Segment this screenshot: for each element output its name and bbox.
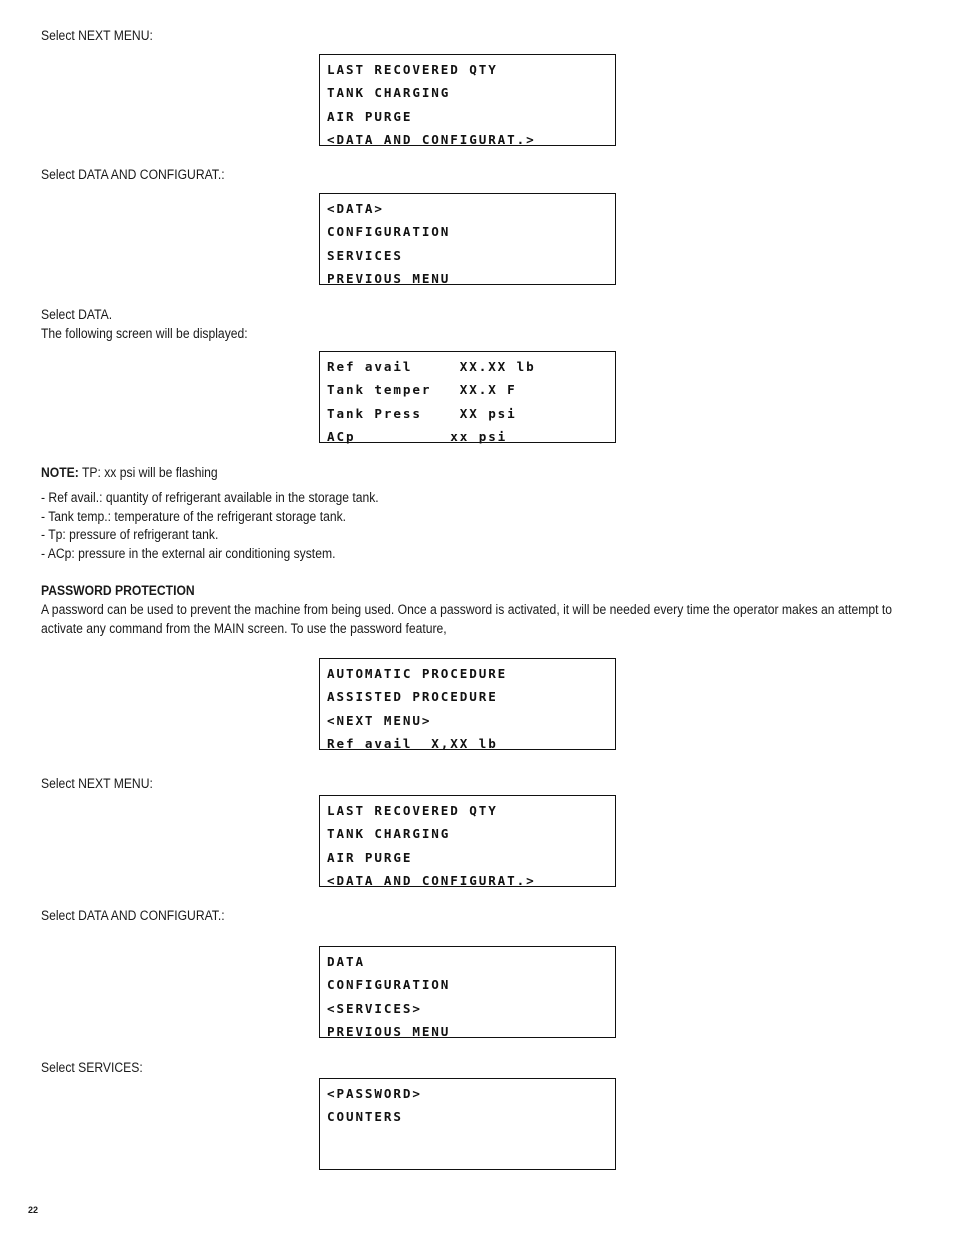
lcd-line: <NEXT MENU> — [327, 712, 432, 728]
lcd-line: PREVIOUS MENU — [327, 270, 451, 286]
lcd-screen-next-menu — [319, 54, 616, 146]
instruction-select-data-config: Select DATA AND CONFIGURAT.: — [41, 908, 225, 923]
instruction-select-data: Select DATA. — [41, 307, 113, 322]
lcd-line: AUTOMATIC PROCEDURE — [327, 666, 508, 681]
lcd-line: ACp xx psi — [327, 428, 508, 444]
lcd-line: COUNTERS — [327, 1109, 403, 1125]
lcd-line — [327, 1129, 615, 1152]
lcd-line: <DATA AND CONFIGURAT.> — [327, 872, 536, 888]
lcd-line: SERVICES — [327, 247, 403, 263]
note-text: TP: xx psi will be flashing — [78, 465, 218, 480]
instruction-select-next-menu: Select NEXT MENU: — [41, 776, 153, 791]
lcd-line: <DATA> — [327, 201, 384, 216]
instruction-select-next-menu: Select NEXT MENU: — [41, 28, 153, 43]
lcd-line: TANK CHARGING — [327, 85, 451, 101]
page-number: 22 — [28, 1205, 39, 1215]
section-body-text: A password can be used to prevent the machine from being used. Once a password is activated, it will be needed every time the operator makes an attempt to activate any command from the MAIN screen. To use the password feature, — [41, 602, 892, 636]
instruction-select-data-config: Select DATA AND CONFIGURAT.: — [41, 167, 225, 182]
lcd-line: <PASSWORD> — [327, 1086, 422, 1101]
lcd-screen-next-menu — [319, 795, 616, 887]
lcd-line — [327, 1152, 615, 1175]
definition-item: - Tp: pressure of refrigerant tank. — [41, 527, 219, 542]
lcd-line: Ref avail X,XX lb — [327, 735, 498, 751]
lcd-line: LAST RECOVERED QTY — [327, 803, 498, 818]
lcd-line: CONFIGURATION — [327, 224, 451, 240]
section-body — [41, 600, 892, 638]
instruction-following-screen: The following screen will be displayed: — [41, 326, 248, 341]
lcd-screen-data-readout — [319, 351, 616, 443]
lcd-line: CONFIGURATION — [327, 977, 451, 993]
lcd-line: Tank temper XX.X F — [327, 382, 517, 398]
lcd-line: Ref avail XX.XX lb — [327, 359, 536, 374]
note — [41, 463, 218, 482]
instruction-select-services: Select SERVICES: — [41, 1060, 143, 1075]
definition-item: - Ref avail.: quantity of refrigerant available in the storage tank. — [41, 490, 379, 505]
lcd-line: AIR PURGE — [327, 849, 413, 865]
definition-item: - ACp: pressure in the external air conditioning system. — [41, 546, 336, 561]
lcd-line: <DATA AND CONFIGURAT.> — [327, 131, 536, 147]
lcd-line: AIR PURGE — [327, 108, 413, 124]
lcd-screen-services — [319, 1078, 616, 1170]
note-label: NOTE: — [41, 465, 79, 480]
lcd-screen-data-config — [319, 946, 616, 1038]
lcd-line: <SERVICES> — [327, 1000, 422, 1016]
lcd-line: ASSISTED PROCEDURE — [327, 689, 498, 705]
lcd-line: PREVIOUS MENU — [327, 1023, 451, 1039]
section-heading: PASSWORD PROTECTION — [41, 583, 195, 598]
lcd-line: TANK CHARGING — [327, 826, 451, 842]
definition-item: - Tank temp.: temperature of the refrigerant storage tank. — [41, 509, 347, 524]
lcd-line: LAST RECOVERED QTY — [327, 62, 498, 77]
lcd-line: DATA — [327, 954, 365, 969]
lcd-screen-data-config — [319, 193, 616, 285]
lcd-line: Tank Press XX psi — [327, 405, 517, 421]
lcd-screen-main — [319, 658, 616, 750]
